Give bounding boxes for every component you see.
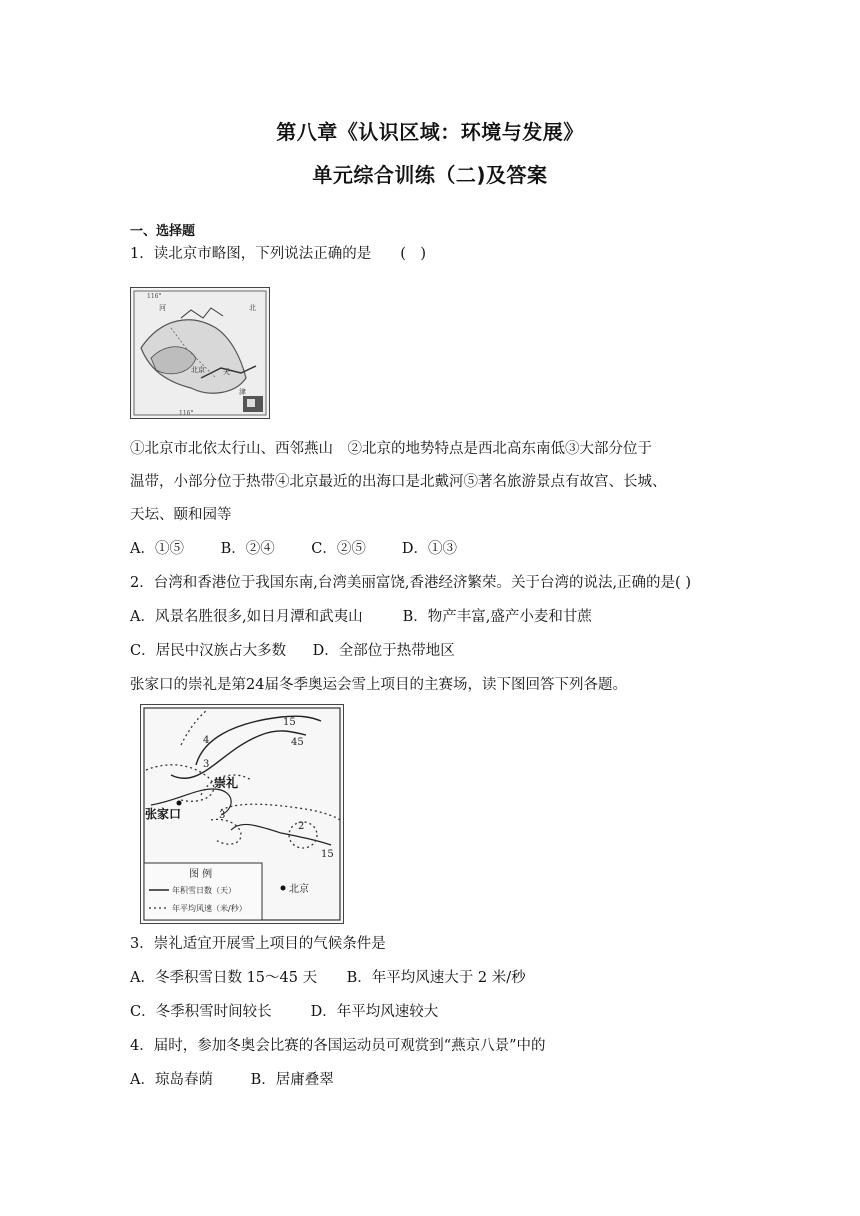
q4-option-b: B．居庸叠翠 xyxy=(250,1072,334,1088)
q4-options xyxy=(130,1070,750,1090)
beijing-sketch-map xyxy=(130,287,270,419)
q4-stem: 4．届时，参加冬奥会比赛的各国运动员可观赏到“燕京八景”中的 xyxy=(130,1038,546,1054)
map2-contour-15-bottom: 15 xyxy=(321,849,334,860)
q2-options-row1 xyxy=(130,607,750,627)
q4-option-a: A．琼岛春荫 xyxy=(130,1072,213,1088)
map2-legend-solid: 年积雪日数（天） xyxy=(172,886,236,895)
q3-option-b: B．年平均风速大于 2 米/秒 xyxy=(346,970,526,986)
q3-options-row2 xyxy=(130,1002,750,1022)
q3-stem: 3．崇礼适宜开展雪上项目的气候条件是 xyxy=(130,936,386,952)
document-title-line1: 第八章《认识区域：环境与发展》 xyxy=(276,120,584,144)
map2-contour-15-top: 15 xyxy=(283,717,296,728)
section-heading: 一、选择题 xyxy=(130,224,196,239)
map1-label-beijing: 北京 xyxy=(191,366,205,374)
q2-option-a: A．风景名胜很多,如日月潭和武夷山 xyxy=(130,609,363,625)
q1-option-d: D．①③ xyxy=(401,541,457,557)
map2-contour-3a: 3 xyxy=(203,759,210,770)
q1-option-a: A．①⑤ xyxy=(130,541,184,557)
map2-place-zhangjiakou: 张家口 xyxy=(145,807,182,821)
q2-option-c: C．居民中汉族占大多数 xyxy=(130,643,287,659)
map2-legend-title: 图 例 xyxy=(189,869,213,880)
map2-contour-3b: 3 xyxy=(219,810,226,821)
q3-options-row1 xyxy=(130,968,750,988)
q2-option-b: B．物产丰富,盛产小麦和甘蔗 xyxy=(402,609,592,625)
intro-text: 张家口的崇礼是第24届冬季奥运会雪上项目的主赛场，读下图回答下列各题。 xyxy=(130,677,627,693)
q1-option-b: B．②④ xyxy=(220,541,275,557)
q1-statements-line2: 温带，小部分位于热带④北京最近的出海口是北戴河⑤著名旅游景点有故宫、长城、 xyxy=(130,474,667,490)
document-title-line2: 单元综合训练（二)及答案 xyxy=(312,163,548,187)
map2-legend-dotted: 年平均风速（米/秒） xyxy=(172,904,247,913)
q3-option-c: C．冬季积雪时间较长 xyxy=(130,1004,272,1020)
map2-place-chongli: 崇礼 xyxy=(214,776,239,790)
q1-statements-line1: ①北京市北依太行山、西邻燕山 ②北京的地势特点是西北高东南低③大部分位于 xyxy=(130,441,652,457)
map2-contour-2: 2 xyxy=(298,821,305,832)
q1-option-c: C．②⑤ xyxy=(311,541,366,557)
q2-options-row2 xyxy=(130,641,750,661)
map1-lon-bottom: 116° xyxy=(179,410,194,417)
map1-lon-top: 116° xyxy=(147,293,162,300)
q3-option-d: D．年平均风速较大 xyxy=(310,1004,439,1020)
map2-contour-4: 4 xyxy=(203,735,210,746)
q1-statements-line3: 天坛、颐和园等 xyxy=(130,507,232,523)
map1-label-jin: 津 xyxy=(239,388,246,396)
map1-label-bei: 北 xyxy=(249,304,256,312)
map2-legend-beijing: 北京 xyxy=(289,884,309,895)
q3-option-a: A．冬季积雪日数 15～45 天 xyxy=(130,970,318,986)
q1-stem: 1．读北京市略图，下列说法正确的是 ( ) xyxy=(130,246,427,262)
map1-label-he: 河 xyxy=(159,304,166,312)
map1-label-tian: 天 xyxy=(223,368,230,376)
q1-options xyxy=(130,539,750,559)
q2-stem: 2．台湾和香港位于我国东南,台湾美丽富饶,香港经济繁荣。关于台湾的说法,正确的是( ) xyxy=(130,575,691,591)
q2-option-d: D．全部位于热带地区 xyxy=(312,643,455,659)
map2-contour-45: 45 xyxy=(291,737,304,748)
chongli-climate-map xyxy=(140,704,344,924)
